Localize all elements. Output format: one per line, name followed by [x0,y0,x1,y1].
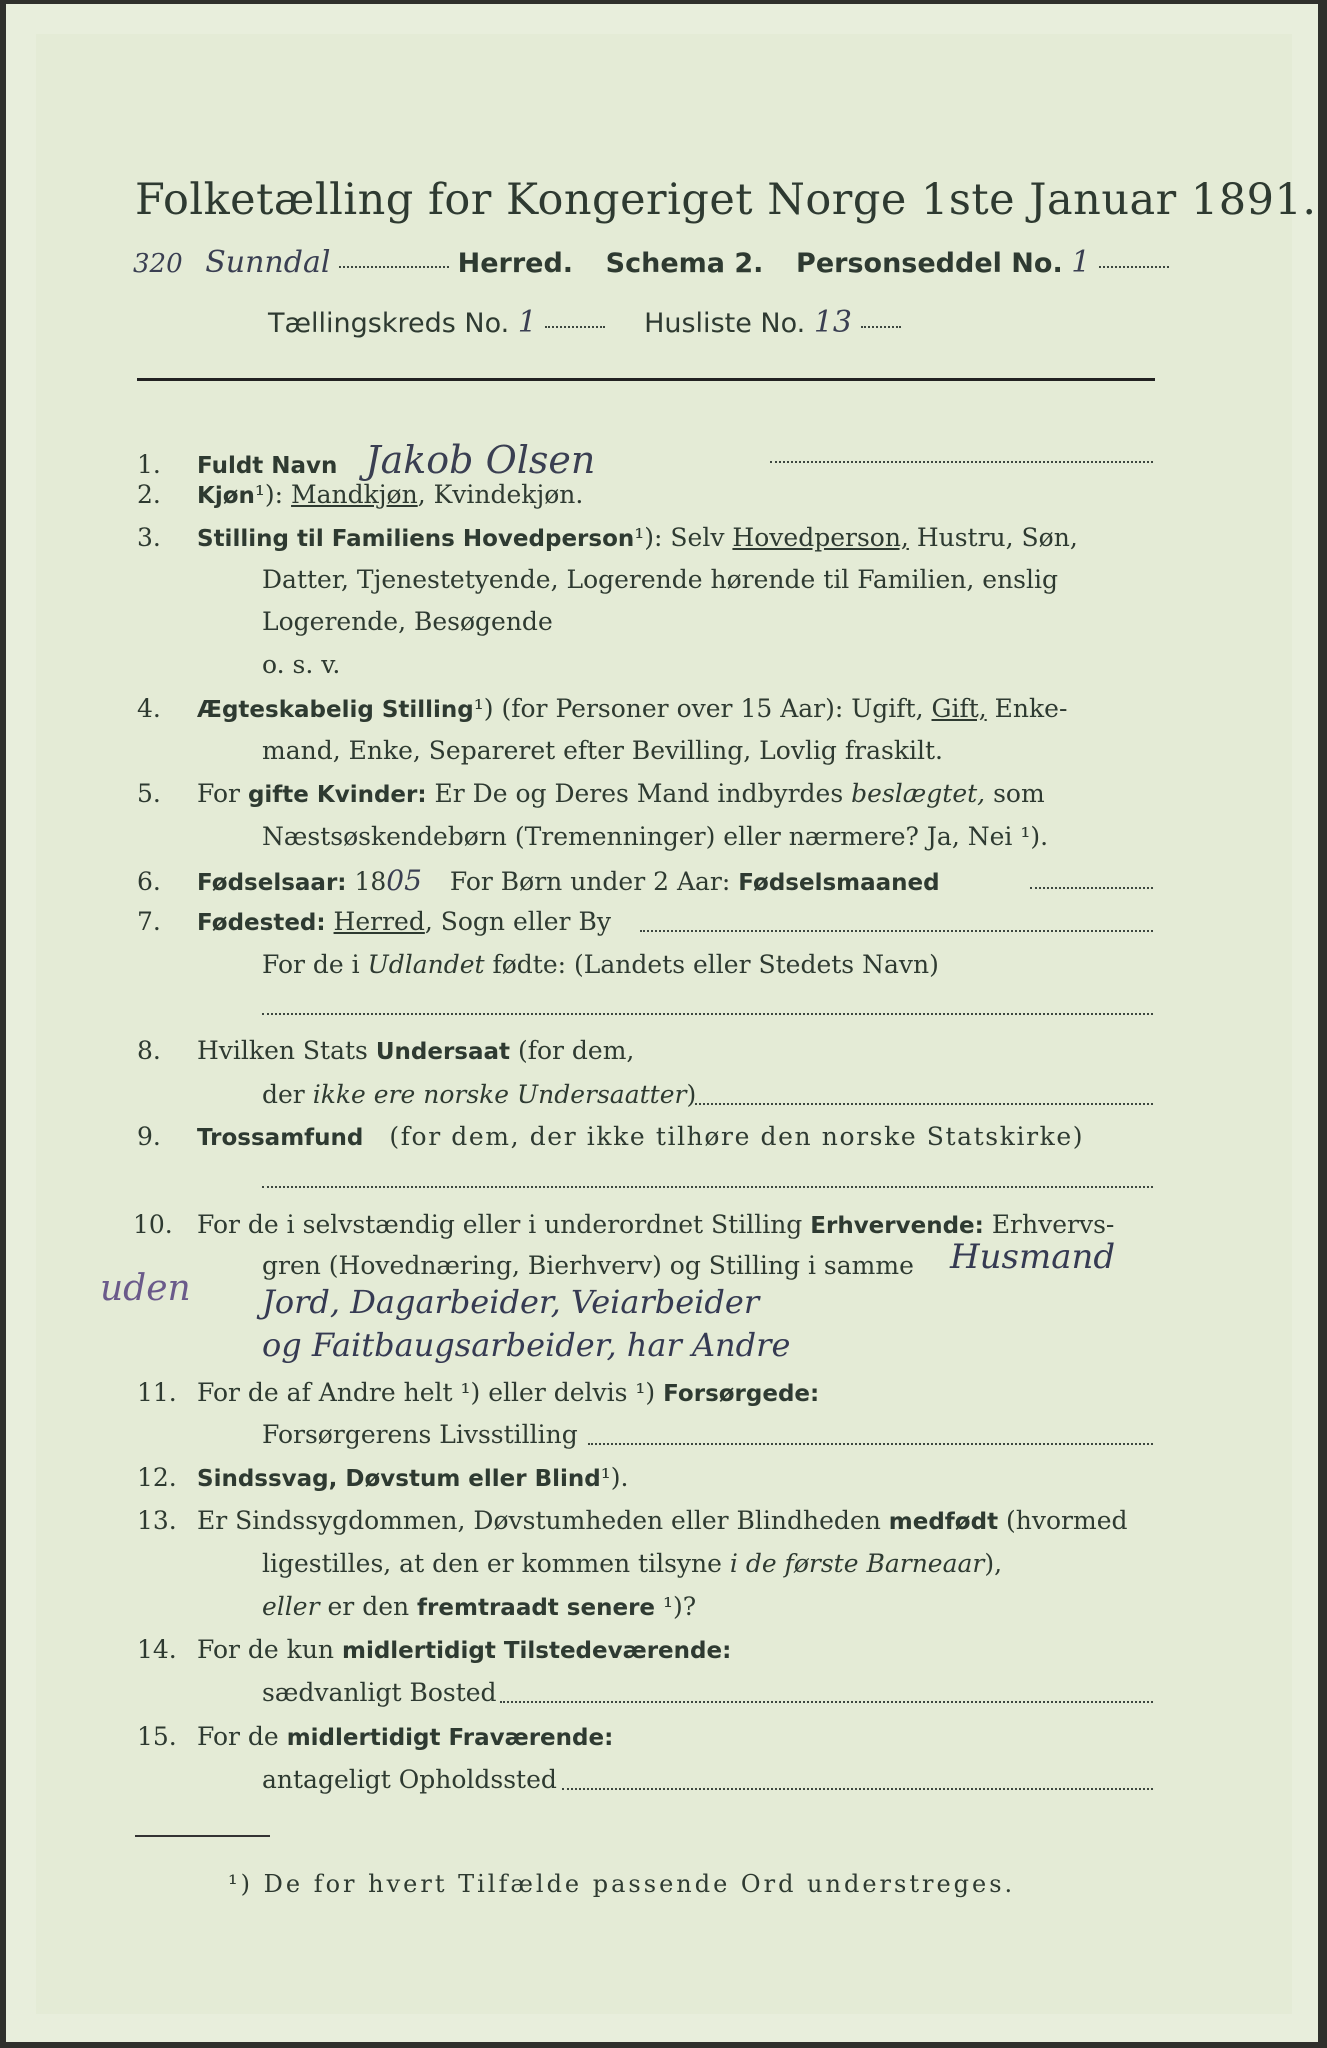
text: ligestilles, at den er kommen tilsyne [262,1549,722,1578]
herred-line [133,245,1169,280]
text: beslægtet, [851,779,986,808]
dotted-fill [588,1442,1153,1445]
dotted-fill [1099,265,1169,268]
item-1 [137,438,595,482]
text: Udlandet [367,950,485,979]
margin-note: uden [100,1268,191,1309]
field-label: Fuldt Navn [197,453,338,479]
dotted-fill [339,265,449,268]
dotted-fill [562,1787,1153,1790]
item-12 [137,1463,629,1492]
dotted-fill [640,929,1153,932]
option-selected: Hovedperson, [732,523,909,552]
footnote-ref: ¹) [473,694,494,723]
item-10 [133,1210,1114,1239]
item-9 [137,1122,1084,1151]
text: For de kun [197,1635,335,1664]
dotted-fill [861,325,901,328]
husliste-label: Husliste No. [644,308,806,339]
field-label: medfødt [888,1509,999,1535]
field-label: Undersaat [375,1039,511,1065]
option-selected: Herred [333,907,425,936]
field-label: Forsørgede: [663,1381,820,1407]
footnote-ref: ¹): [254,480,284,509]
kreds-number: 1 [517,305,537,340]
text: som [993,779,1045,808]
field-label: Fødselsmaaned [738,870,940,896]
text: For de af Andre helt ¹) eller delvis ¹) [197,1378,656,1407]
option-text: (for Personer over 15 Aar): Ugift, [501,694,924,723]
field-label: Fødselsaar: [197,870,347,896]
field-label: Trossamfund [197,1125,364,1151]
option-text: Hustru, Søn, [916,523,1078,552]
footnote-ref: ¹)? [662,1592,697,1621]
item-13-line-3 [262,1592,696,1621]
item-4-line-2: mand, Enke, Separeret efter Bevilling, Lovlig fraskilt. [262,736,943,765]
item-11 [137,1378,819,1407]
item-6 [137,864,940,897]
item-number: 7. [137,907,161,936]
text: For Børn under 2 Aar: [449,867,731,896]
header-rule [137,378,1155,381]
field-label: midlertidigt Tilstedeværende: [341,1638,732,1664]
text: ikke ere norske Undersaatter [312,1080,687,1109]
occupation-value-line-3: og Faitbaugsarbeider, har Andre [262,1326,791,1364]
option-selected: Gift, [931,694,987,723]
item-number: 9. [137,1122,161,1151]
field-label: gifte Kvinder: [247,782,427,808]
text: er den [327,1592,410,1621]
field-label: Ægteskabelig Stilling [197,697,474,723]
item-number: 5. [137,779,161,808]
item-8 [137,1036,634,1065]
occupation-value: Husmand [950,1237,1116,1277]
dotted-fill [1030,886,1153,889]
text: i de første Barneaar [729,1549,985,1578]
municipality-number: 320 [133,249,183,279]
footnote-ref: ¹). [600,1463,629,1492]
birth-year-value: 05 [386,864,422,897]
text: der [262,1080,305,1109]
text: fødte: (Landets eller Stedets Navn) [492,950,939,979]
text: For de i selvstændig eller i underordnet Stilling [197,1210,803,1239]
text: For de i [262,950,360,979]
footnote-rule [135,1835,270,1837]
text: eller [262,1592,320,1621]
option-text: , Sogn eller By [424,907,611,936]
item-number: 4. [137,694,161,723]
text: Er De og Deres Mand indbyrdes [434,779,844,808]
item-10-line-2: gren (Hovednæring, Bierhverv) og Stilling i samme [262,1251,914,1280]
footnote-ref: ¹): [634,523,663,552]
kreds-line [268,305,901,340]
dotted-fill [262,1185,1153,1188]
field-label: Fødested: [197,910,326,936]
item-13-line-2 [262,1549,1002,1578]
field-label: fremtraadt senere [417,1595,656,1621]
item-3-line-3: Logerende, Besøgende [262,607,553,636]
item-15-line-2: antageligt Opholdssted [262,1765,557,1794]
item-14 [137,1635,731,1664]
item-number: 14. [137,1635,177,1664]
form-title: Folketælling for Kongeriget Norge 1ste Januar 1891. [135,175,1317,225]
dotted-fill [770,460,1153,463]
schema-label: Schema 2. [605,248,764,279]
item-number: 15. [137,1722,177,1751]
occupation-value-line-2: Jord, Dagarbeider, Veiarbeider [262,1283,760,1321]
item-11-line-2: Forsørgerens Livsstilling [262,1420,578,1449]
field-label: midlertidigt Fraværende: [286,1725,614,1751]
option-text: Enke- [994,694,1068,723]
year-prefix: 18 [354,867,387,896]
item-3-line-2: Datter, Tjenestetyende, Logerende hørende til Familien, enslig [262,565,1059,594]
item-7 [137,907,611,936]
herred-label: Herred. [457,248,574,279]
text: (for dem, [517,1036,635,1065]
item-number: 1. [137,450,161,479]
item-14-line-2: sædvanligt Bosted [262,1678,497,1707]
item-number: 6. [137,867,161,896]
item-4 [137,694,1067,723]
text: Erhvervs- [991,1210,1115,1239]
dotted-fill [262,1012,1153,1015]
dotted-fill [545,325,605,328]
text: For de [197,1722,279,1751]
full-name-value: Jakob Olsen [365,438,596,482]
husliste-number: 13 [813,305,853,340]
item-number: 2. [137,480,161,509]
text: Er Sindssygdommen, Døvstumheden eller Blindheden [197,1506,881,1535]
item-3-line-4: o. s. v. [262,650,341,679]
kreds-label: Tællingskreds No. [268,308,510,339]
text: (hvormed [1006,1506,1128,1535]
field-label: Stilling til Familiens Hovedperson [197,526,635,552]
item-number: 13. [137,1506,177,1535]
item-8-line-2 [262,1080,696,1109]
text: (for dem, der ikke tilhøre den norske Statskirke) [389,1122,1085,1151]
item-number: 12. [137,1463,177,1492]
item-number: 8. [137,1036,161,1065]
personseddel-label: Personseddel No. [796,248,1063,279]
municipality-name: Sunndal [205,245,331,280]
item-7-line-2 [262,950,939,979]
item-3 [137,523,1078,552]
item-2 [137,480,583,509]
field-label: Sindssvag, Døvstum eller Blind [197,1466,601,1492]
item-13 [137,1506,1128,1535]
item-15 [137,1722,613,1751]
item-5-line-2: Næstsøskendebørn (Tremenninger) eller nærmere? Ja, Nei ¹). [262,822,1049,851]
item-5 [137,779,1045,808]
field-label: Erhvervende: [810,1213,984,1239]
text: For [197,779,240,808]
field-label: Kjøn [197,483,255,509]
item-number: 10. [133,1210,173,1239]
text: Hvilken Stats [197,1036,368,1065]
text: ) [686,1080,697,1109]
item-number: 3. [137,523,161,552]
dotted-fill [500,1700,1153,1703]
text: ), [984,1549,1003,1578]
item-number: 11. [137,1378,177,1407]
option-text: , Kvindekjøn. [417,480,584,509]
personseddel-number: 1 [1071,245,1091,280]
dotted-fill [695,1102,1153,1105]
option-selected: Mandkjøn [291,480,418,509]
option-text: Selv [670,523,725,552]
footnote: ¹) De for hvert Tilfælde passende Ord understreges. [228,1870,1016,1898]
